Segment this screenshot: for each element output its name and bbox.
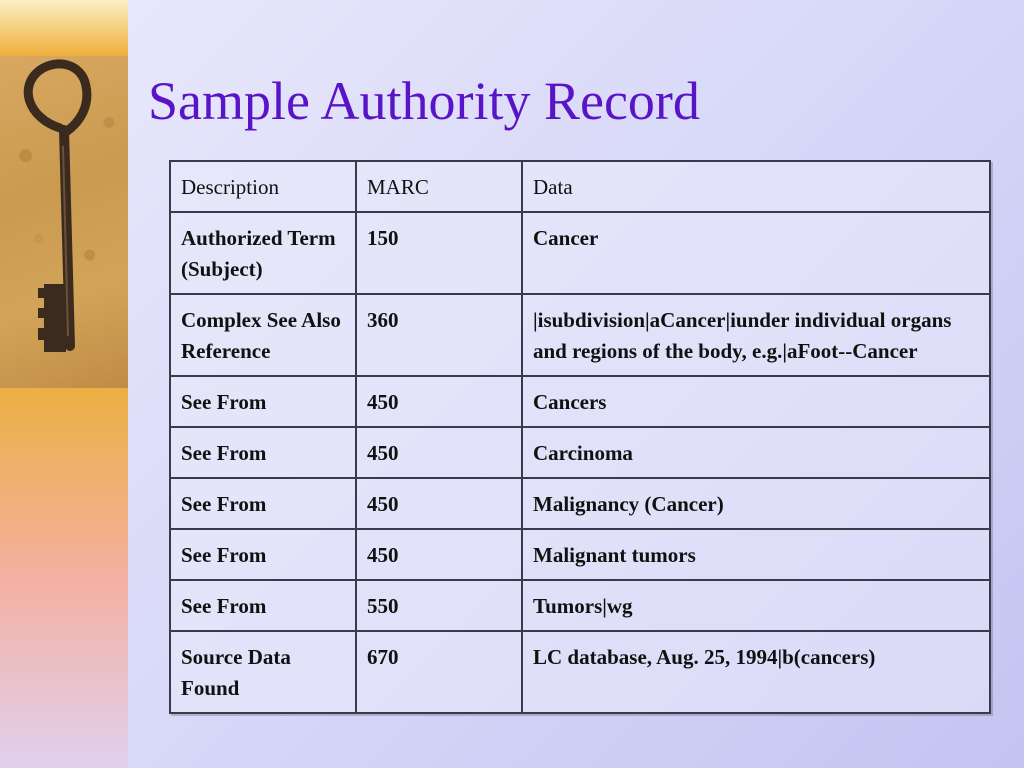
- table-row: [170, 580, 990, 631]
- marc-cell: 450: [356, 478, 522, 529]
- description-cell: See From: [170, 376, 356, 427]
- marc-cell: 450: [356, 529, 522, 580]
- column-header-marc: MARC: [356, 161, 522, 212]
- marc-cell: 450: [356, 376, 522, 427]
- description-cell: Source Data Found: [170, 631, 356, 713]
- description-cell: See From: [170, 580, 356, 631]
- marc-cell: 550: [356, 580, 522, 631]
- marc-cell: 670: [356, 631, 522, 713]
- description-cell: See From: [170, 427, 356, 478]
- table-row: [170, 529, 990, 580]
- authority-record-table: [169, 160, 991, 714]
- table-header-row: [170, 161, 990, 212]
- data-cell: Tumors|wg: [522, 580, 990, 631]
- description-cell: Complex See Also Reference: [170, 294, 356, 376]
- key-icon: [0, 56, 128, 388]
- description-cell: Authorized Term (Subject): [170, 212, 356, 294]
- slide-title: Sample Authority Record: [148, 71, 700, 131]
- column-header-data: Data: [522, 161, 990, 212]
- data-cell: Cancer: [522, 212, 990, 294]
- data-cell: |isubdivision|aCancer|iunder individual organs and regions of the body, e.g.|aFoot--Cancer: [522, 294, 990, 376]
- data-cell: Carcinoma: [522, 427, 990, 478]
- marc-cell: 150: [356, 212, 522, 294]
- data-cell: Malignancy (Cancer): [522, 478, 990, 529]
- marc-cell: 360: [356, 294, 522, 376]
- data-cell: Cancers: [522, 376, 990, 427]
- table-row: [170, 427, 990, 478]
- description-cell: See From: [170, 529, 356, 580]
- table-row: [170, 212, 990, 294]
- key-image: [0, 56, 128, 388]
- table-row: [170, 478, 990, 529]
- table-row: [170, 376, 990, 427]
- column-header-description: Description: [170, 161, 356, 212]
- table-row: [170, 294, 990, 376]
- data-cell: Malignant tumors: [522, 529, 990, 580]
- data-cell: LC database, Aug. 25, 1994|b(cancers): [522, 631, 990, 713]
- table-row: [170, 631, 990, 713]
- description-cell: See From: [170, 478, 356, 529]
- marc-cell: 450: [356, 427, 522, 478]
